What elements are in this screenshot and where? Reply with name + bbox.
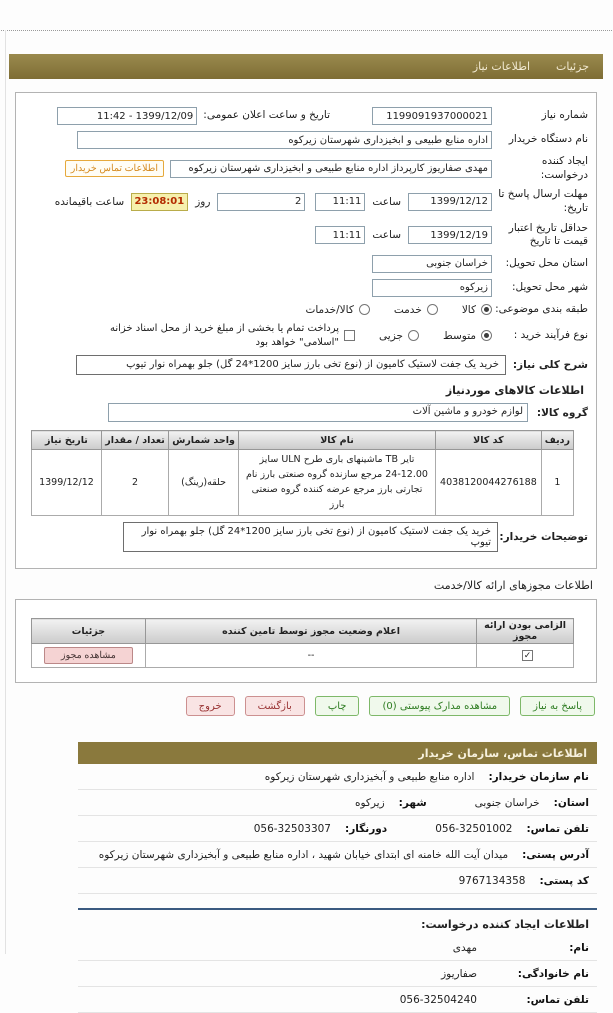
goods-col-qty: تعداد / مقدار xyxy=(101,431,168,450)
creator-label: ایجاد کننده درخواست: xyxy=(540,155,588,181)
city-row xyxy=(24,279,588,297)
need-number-label: شماره نیاز xyxy=(541,109,588,122)
buyer-contact-button[interactable]: اطلاعات تماس خریدار xyxy=(65,160,164,177)
goods-group-box: لوازم خودرو و ماشین آلات xyxy=(108,403,528,422)
days-label: روز xyxy=(195,195,211,208)
contact-phone-label: تلفن تماس: xyxy=(526,823,589,836)
category-row xyxy=(24,303,588,317)
goods-table-row xyxy=(32,450,574,516)
creator-section-title: اطلاعات ایجاد کننده درخواست: xyxy=(421,918,589,932)
contact-location-row xyxy=(78,790,597,816)
contact-fax-value: 056-32503307 xyxy=(253,823,331,836)
goods-cell-date: 1399/12/12 xyxy=(32,450,102,516)
header-bar xyxy=(9,54,603,79)
need-number-input[interactable] xyxy=(372,107,492,125)
exit-button[interactable]: خروج xyxy=(186,696,235,716)
contact-section-title: اطلاعات تماس، سازمان خریدار xyxy=(418,746,587,760)
permits-table xyxy=(31,618,574,668)
goods-col-index: ردیف xyxy=(541,431,573,450)
need-info-panel xyxy=(15,92,597,569)
creator-fname-label: نام: xyxy=(569,942,589,955)
top-divider xyxy=(1,30,612,31)
validity-hour-label: ساعت xyxy=(372,229,401,242)
days-input[interactable] xyxy=(217,193,305,211)
announce-label: تاریخ و ساعت اعلان عمومی: xyxy=(203,109,330,122)
goods-cell-qty: 2 xyxy=(101,450,168,516)
province-label: استان محل تحویل: xyxy=(505,257,588,270)
creator-phone-value: 056-32504240 xyxy=(399,994,477,1007)
radio-service-label: خدمت xyxy=(393,303,422,316)
city-input[interactable] xyxy=(372,279,492,297)
radio-service-icon[interactable] xyxy=(427,304,438,315)
contact-province-value: خراسان جنوبی xyxy=(474,797,540,810)
contact-city-label: شهر: xyxy=(398,797,427,810)
need-desc-box: خرید یک جفت لاستیک کامیون از (نوع تخی بارز سایز 1200*24 گل) جلو بهمراه نوار تیوپ xyxy=(76,355,506,375)
deadline-date-input[interactable] xyxy=(408,193,492,211)
permit-details-cell xyxy=(32,644,146,668)
radio-medium-icon[interactable] xyxy=(481,330,492,341)
radio-petty-icon[interactable] xyxy=(408,330,419,341)
buyer-contact-section xyxy=(78,742,597,1013)
goods-col-name: نام کالا xyxy=(238,431,435,450)
process-type-label: نوع فرآیند خرید : xyxy=(513,329,588,342)
contact-postal-row xyxy=(78,868,597,894)
permits-panel xyxy=(15,599,597,683)
creator-row xyxy=(24,155,588,182)
announce-input[interactable] xyxy=(57,107,197,125)
deadline-hour-label: ساعت xyxy=(372,195,401,208)
contact-address-value: میدان آیت الله خامنه ای ابتدای خیابان شهید ، اداره منابع طبیعی و آبخیزداری شهرستان زیرکوه xyxy=(98,849,509,862)
print-button[interactable]: چاپ xyxy=(315,696,360,716)
remarks-label: توضیحات خریدار: xyxy=(499,531,588,544)
deadline-row xyxy=(24,188,588,215)
permits-section-title: اطلاعات مجوزهای ارائه کالا/خدمت xyxy=(433,579,593,593)
province-row xyxy=(24,255,588,273)
radio-petty-label: جزیی xyxy=(379,329,404,342)
remarks-row xyxy=(24,522,588,552)
goods-col-unit: واحد شمارش xyxy=(169,431,239,450)
contact-org-value: اداره منابع طبیعی و آبخیزداری شهرستان زیرکوه xyxy=(264,771,475,784)
validity-time-input[interactable] xyxy=(315,226,365,244)
radio-goods-service-icon[interactable] xyxy=(359,304,370,315)
buyer-org-input[interactable] xyxy=(77,131,492,149)
contact-fax-pair xyxy=(254,823,387,835)
category-option-goods xyxy=(462,304,492,316)
creator-lname-label: نام خانوادگی: xyxy=(517,968,589,981)
permit-col-details: جزئیات xyxy=(32,619,146,644)
need-desc-row xyxy=(24,355,588,375)
radio-goods-label: کالا xyxy=(461,303,476,316)
contact-org-row xyxy=(78,764,597,790)
contact-city-value: زیرکوه xyxy=(354,797,385,810)
need-number-row xyxy=(24,107,588,125)
process-option-petty xyxy=(379,330,419,342)
deadline-label: مهلت ارسال پاسخ تا تاریخ: xyxy=(498,188,588,214)
goods-table-header-row xyxy=(32,431,574,450)
radio-medium-label: متوسط xyxy=(443,329,476,342)
contact-postal-value: 9767134358 xyxy=(458,875,526,888)
contact-phone-value: 056-32501002 xyxy=(435,823,513,836)
goods-col-date: تاریخ نیاز xyxy=(32,431,102,450)
radio-goods-icon[interactable] xyxy=(481,304,492,315)
contact-section-bar xyxy=(78,742,597,764)
tab-need-info[interactable]: اطلاعات نیاز xyxy=(472,60,531,73)
creator-lname-value: صفاریوز xyxy=(441,968,477,981)
goods-section-title: اطلاعات کالاهای موردنیاز xyxy=(445,384,584,398)
view-permit-button[interactable]: مشاهده مجوز xyxy=(44,647,133,664)
validity-row xyxy=(24,222,588,249)
buyer-org-label: نام دستگاه خریدار xyxy=(508,133,588,146)
radio-goods-service-label: کالا/خدمات xyxy=(305,303,354,316)
validity-date-input[interactable] xyxy=(408,226,492,244)
contact-province-label: استان: xyxy=(553,797,589,810)
contact-phone-row xyxy=(78,816,597,842)
permit-required-cell xyxy=(477,644,574,668)
goods-cell-index: 1 xyxy=(541,450,573,516)
process-type-row xyxy=(24,322,588,349)
goods-cell-unit: حلقه(رینگ) xyxy=(169,450,239,516)
remaining-label: ساعت باقیمانده xyxy=(54,195,125,208)
contact-address-label: آدرس پستی: xyxy=(522,849,589,862)
action-buttons xyxy=(0,696,595,716)
back-button[interactable]: بازگشت xyxy=(245,696,305,716)
permit-status-cell: -- xyxy=(145,644,476,668)
creator-phone-row xyxy=(78,987,597,1013)
treasury-option xyxy=(101,322,355,349)
treasury-checkbox[interactable] xyxy=(344,330,355,341)
goods-cell-code: 4038120044276188 xyxy=(436,450,542,516)
category-label: طبقه بندی موضوعی: xyxy=(495,302,588,315)
tab-details[interactable]: جزئیات xyxy=(556,60,589,73)
province-input[interactable] xyxy=(372,255,492,273)
view-attachments-button[interactable]: مشاهده مدارک پیوستی (0) xyxy=(369,696,510,716)
permit-required-checkbox[interactable] xyxy=(522,650,533,661)
creator-input[interactable] xyxy=(170,160,492,178)
category-option-goods-service xyxy=(305,304,369,316)
respond-button[interactable]: پاسخ به نیاز xyxy=(520,696,595,716)
goods-group-row xyxy=(24,403,588,422)
treasury-checkbox-label: پرداخت تمام یا بخشی از مبلغ خرید از محل اسناد خزانه "اسلامی" خواهد بود xyxy=(109,323,340,348)
contact-org-label: نام سازمان خریدار: xyxy=(488,771,589,784)
remaining-time-input[interactable] xyxy=(131,193,188,211)
creator-fname-row xyxy=(78,935,597,961)
contact-city-pair xyxy=(355,797,427,809)
goods-group-label: گروه کالا: xyxy=(536,406,588,419)
goods-table xyxy=(31,430,574,516)
contact-fax-label: دورنگار: xyxy=(345,823,388,836)
goods-cell-name: تایر TB ماشینهای باری طرح ULN سایز 12.00-24 مرجع سازنده گروه صنعتی بارز نام تجارتی بارز مرجع عرضه کننده گروه صنعتی بارز xyxy=(238,450,435,516)
contact-postal-label: کد پستی: xyxy=(539,875,589,888)
category-option-service xyxy=(394,304,438,316)
page-left-edge xyxy=(5,30,6,954)
need-desc-label: شرح کلی نیاز: xyxy=(512,359,588,372)
buyer-org-row xyxy=(24,131,588,149)
creator-phone-label: تلفن تماس: xyxy=(526,994,589,1007)
permits-header-row xyxy=(32,619,574,644)
deadline-time-input[interactable] xyxy=(315,193,365,211)
remarks-box: خرید یک جفت لاستیک کامیون از (نوع تخی بارز سایز 1200*24 گل) جلو بهمراه نوار تیوپ xyxy=(123,522,498,552)
goods-col-code: کد کالا xyxy=(436,431,542,450)
contact-address-row xyxy=(78,842,597,868)
process-option-medium xyxy=(443,330,492,342)
permits-row xyxy=(32,644,574,668)
validity-label: حداقل تاریخ اعتبار قیمت تا تاریخ xyxy=(508,221,588,248)
permit-col-required: الزامی بودن ارائه مجوز xyxy=(477,619,574,644)
creator-fname-value: مهدی xyxy=(452,942,477,955)
creator-lname-row xyxy=(78,961,597,987)
permit-col-status: اعلام وضعیت مجوز توسط تامین کننده xyxy=(145,619,476,644)
city-label: شهر محل تحویل: xyxy=(512,281,588,294)
section-divider xyxy=(78,908,597,910)
